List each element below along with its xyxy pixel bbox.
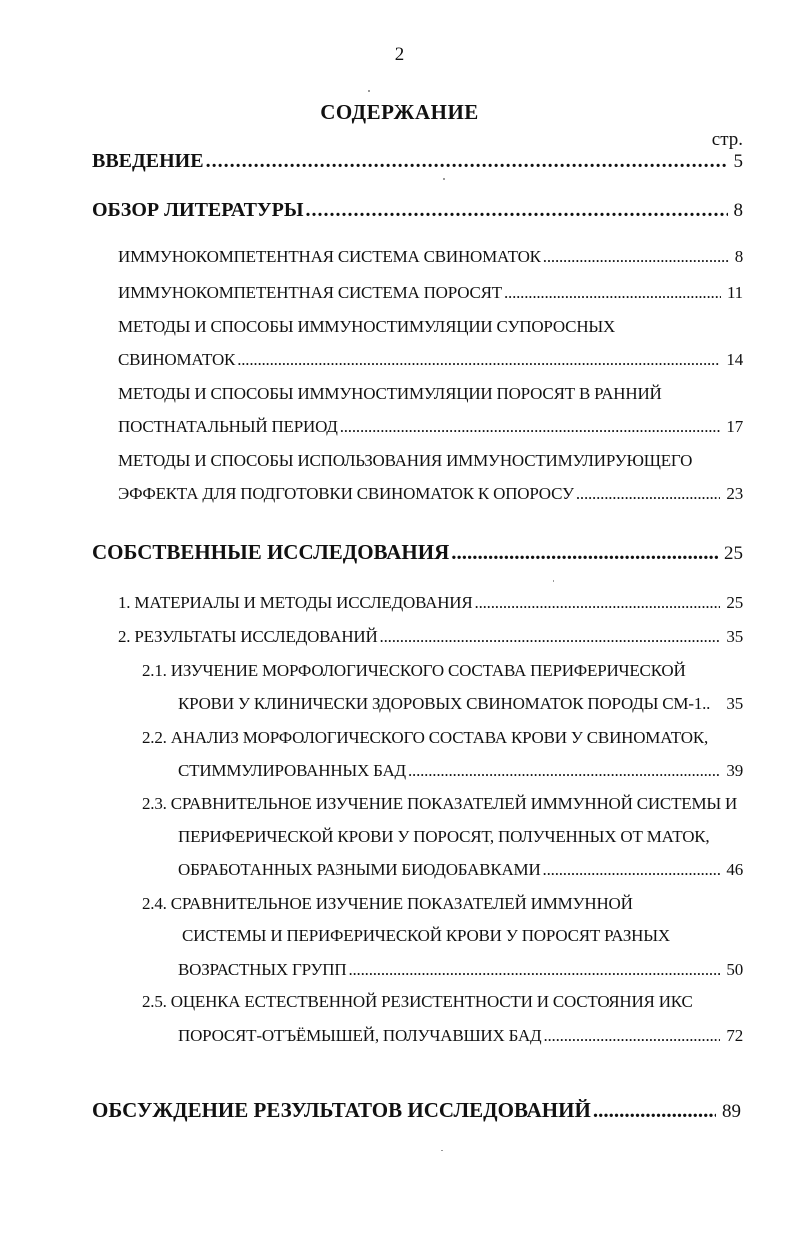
dot-leader: [305, 199, 727, 222]
page-number: 2: [394, 44, 405, 65]
toc-entry-page: 25: [726, 593, 743, 612]
dot-leader: [451, 540, 718, 565]
dot-leader: [348, 960, 720, 980]
toc-subsection[interactable]: [178, 860, 743, 880]
toc-entry-label: ПОРОСЯТ-ОТЪЁМЫШЕЙ, ПОЛУЧАВШИХ БАД: [178, 1026, 542, 1045]
toc-entry-page: 35: [726, 694, 743, 713]
toc-entry-page: 39: [726, 761, 743, 780]
toc-subentry[interactable]: [118, 417, 743, 437]
toc-subentry-line1: МЕТОДЫ И СПОСОБЫ ИММУНОСТИМУЛЯЦИИ СУПОРОСНЫХ: [118, 317, 616, 336]
toc-subentry[interactable]: [118, 350, 743, 370]
dot-leader: [340, 417, 721, 437]
dot-leader: [543, 860, 721, 880]
toc-subsection[interactable]: [178, 960, 743, 980]
toc-subentry-line1: МЕТОДЫ И СПОСОБЫ ИММУНОСТИМУЛЯЦИИ ПОРОСЯТ В РАННИЙ: [118, 384, 662, 403]
toc-entry-intro[interactable]: [92, 150, 743, 173]
toc-subsection-line1: 2.2. АНАЛИЗ МОРФОЛОГИЧЕСКОГО СОСТАВА КРОВИ У СВИНОМАТОК,: [142, 728, 709, 747]
scan-speck: [443, 178, 445, 180]
toc-entry-page: 89: [722, 1101, 741, 1122]
toc-entry-label: ИММУНОКОМПЕТЕНТНАЯ СИСТЕМА ПОРОСЯТ: [118, 283, 502, 302]
dot-leader: [576, 484, 721, 504]
toc-entry-page: 72: [726, 1026, 743, 1045]
scan-speck: [553, 580, 554, 582]
toc-entry-label: ПОСТНАТАЛЬНЫЙ ПЕРИОД: [118, 417, 338, 436]
toc-subentry[interactable]: [118, 484, 743, 504]
toc-entry-discussion[interactable]: [92, 1098, 741, 1123]
toc-entry-label: 2. РЕЗУЛЬТАТЫ ИССЛЕДОВАНИЙ: [118, 627, 378, 646]
toc-entry-page: 35: [726, 627, 743, 646]
toc-subsection[interactable]: [178, 1026, 743, 1046]
toc-subsection-line2: ПЕРИФЕРИЧЕСКОЙ КРОВИ У ПОРОСЯТ, ПОЛУЧЕННЫХ ОТ МАТОК,: [178, 827, 710, 846]
toc-entry-page: 46: [726, 860, 743, 879]
dot-leader: [504, 283, 721, 303]
scan-speck: [441, 1150, 443, 1151]
scan-speck: [368, 90, 370, 92]
dot-leader: [475, 593, 721, 613]
toc-entry-label: СОБСТВЕННЫЕ ИССЛЕДОВАНИЯ: [92, 540, 450, 564]
page-column-label: стр.: [711, 129, 743, 150]
toc-subentry[interactable]: [118, 593, 743, 613]
dot-leader: [206, 150, 728, 173]
toc-subsection-line1: 2.1. ИЗУЧЕНИЕ МОРФОЛОГИЧЕСКОГО СОСТАВА ПЕРИФЕРИЧЕСКОЙ: [142, 661, 686, 680]
toc-entry-label: 1. МАТЕРИАЛЫ И МЕТОДЫ ИССЛЕДОВАНИЯ: [118, 593, 473, 612]
toc-entry-label: ОБСУЖДЕНИЕ РЕЗУЛЬТАТОВ ИССЛЕДОВАНИЙ: [92, 1098, 591, 1122]
toc-subentry-line1: МЕТОДЫ И СПОСОБЫ ИСПОЛЬЗОВАНИЯ ИММУНОСТИМУЛИРУЮЩЕГО: [118, 451, 693, 470]
toc-entry-label: ВВЕДЕНИЕ: [92, 150, 204, 172]
toc-subsection[interactable]: [178, 761, 743, 781]
toc-subentry[interactable]: [118, 627, 743, 647]
dot-leader: [380, 627, 721, 647]
toc-subsection-line1: 2.4. СРАВНИТЕЛЬНОЕ ИЗУЧЕНИЕ ПОКАЗАТЕЛЕЙ ИММУННОЙ: [142, 894, 633, 913]
toc-entry-label: ОБРАБОТАННЫХ РАЗНЫМИ БИОДОБАВКАМИ: [178, 860, 541, 879]
dot-leader: [543, 1026, 720, 1046]
toc-entry-review[interactable]: [92, 199, 743, 222]
toc-entry-page: 8: [733, 200, 743, 221]
toc-entry-label: ВОЗРАСТНЫХ ГРУПП: [178, 960, 347, 979]
toc-entry-page: 14: [726, 350, 743, 369]
toc-entry-page: 11: [727, 283, 743, 302]
toc-subsection-line2: СИСТЕМЫ И ПЕРИФЕРИЧЕСКОЙ КРОВИ У ПОРОСЯТ РАЗНЫХ: [182, 926, 670, 945]
toc-entry-label: СВИНОМАТОК: [118, 350, 236, 369]
toc-entry-page: 8: [734, 247, 743, 266]
toc-entry-label: ЭФФЕКТА ДЛЯ ПОДГОТОВКИ СВИНОМАТОК К ОПОРОСУ: [118, 484, 574, 503]
toc-subsection-line1: 2.5. ОЦЕНКА ЕСТЕСТВЕННОЙ РЕЗИСТЕНТНОСТИ И СОСТОЯНИЯ ИКС: [142, 992, 693, 1011]
toc-subsection-line1: 2.3. СРАВНИТЕЛЬНОЕ ИЗУЧЕНИЕ ПОКАЗАТЕЛЕЙ ИММУННОЙ СИСТЕМЫ И: [142, 794, 738, 813]
toc-entry-label: ИММУНОКОМПЕТЕНТНАЯ СИСТЕМА СВИНОМАТОК: [118, 247, 541, 266]
toc-entry-page: 25: [724, 543, 743, 564]
toc-entry-page: 17: [726, 417, 743, 436]
toc-entry-page: 50: [726, 960, 743, 979]
toc-entry-label: ОБЗОР ЛИТЕРАТУРЫ: [92, 199, 304, 221]
toc-entry-page: 23: [726, 484, 743, 503]
dot-leader: [593, 1098, 716, 1123]
toc-entry-own-research[interactable]: [92, 540, 743, 565]
dot-leader: [408, 761, 720, 781]
page-title: СОДЕРЖАНИЕ: [320, 100, 479, 124]
toc-subentry[interactable]: [118, 283, 743, 303]
toc-entry-label: СТИММУЛИРОВАННЫХ БАД: [178, 761, 406, 780]
dot-leader: [237, 350, 720, 370]
toc-entry-label: КРОВИ У КЛИНИЧЕСКИ ЗДОРОВЫХ СВИНОМАТОК ПОРОДЫ СМ-1..: [178, 694, 711, 713]
toc-entry-page: 5: [733, 151, 743, 172]
toc-subsection[interactable]: [178, 694, 743, 714]
dot-leader: [543, 247, 729, 267]
toc-subentry[interactable]: [118, 247, 743, 267]
